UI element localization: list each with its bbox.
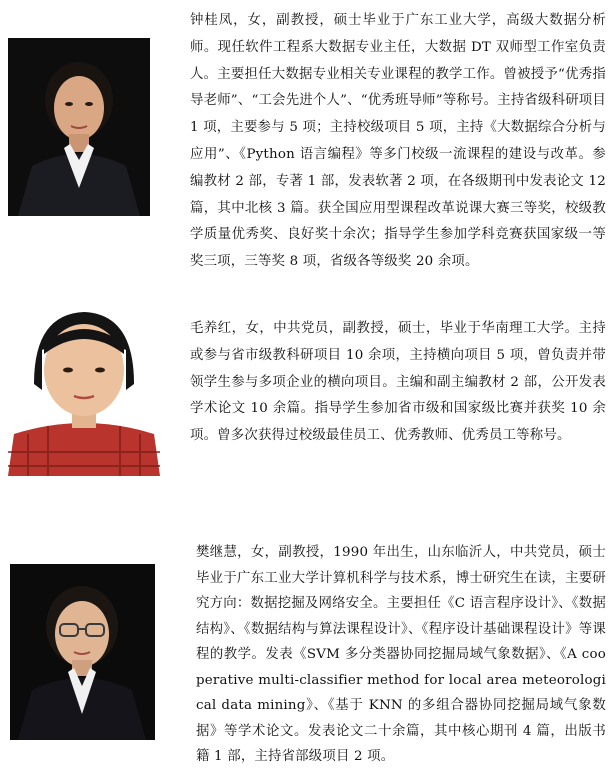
portrait-photo [8,294,160,476]
bio-text: 毛养红，女，中共党员，副教授，硕士，毕业于华南理工大学。主持或参与省市级教科研项目 10 余项，主持横向项目 5 项，曾负责并带领学生参与多项企业的横向项目。主编和副主编教材 2 部，公开发表学术论文 10 余篇。指导学生参加省市级和国家级比赛并获奖 10 余项。曾多次获得过校级最佳员工、优秀教师、优秀员工等称号。 [190,321,606,444]
profile-card-1 [0,0,613,270]
profile-card-2 [0,290,613,480]
profile-card-3 [0,540,613,763]
portrait-photo [8,38,150,216]
portrait-photo [10,564,155,740]
bio-text: 樊继慧，女，副教授，1990 年出生，山东临沂人，中共党员，硕士毕业于广东工业大学计算机科学与技术系，博士研究生在读，主要研究方向：数据挖掘及网络安全。主要担任《C 语言程序设计》、《数据结构》、《数据结构与算法课程设计》、《程序设计基础课程设计》等课程的教学。发表《SVM 多分类器协同挖掘局域气象数据》、《A cooperative multi-classifier method for local area meteorological data mining》、《基于 KNN 的多组合器协同挖掘局域气象数据》等学术论文。发表论文二十余篇，其中核心期刊 4 篇，出版书籍 1 部，主持省部级项目 2 项。 [196,545,606,764]
bio-text: 钟桂凤，女，副教授，硕士毕业于广东工业大学，高级大数据分析师。现任软件工程系大数据专业主任，大数据 DT 双师型工作室负责人。主要担任大数据专业相关专业课程的教学工作。曾被授予“优秀指导老师”、“工会先进个人”、“优秀班导师”等称号。主持省级科研项目 1 项，主要参与 5 项；主持校级项目 5 项，主持《大数据综合分析与应用”、《Python 语言编程》等多门校级一流课程的建设与改革。参编教材 2 部，专著 1 部，发表软著 2 项，在各级期刊中发表论文 12 篇，其中北核 3 篇。获全国应用型课程改革说课大赛三等奖，校级教学质量优秀奖、良好奖十余次；指导学生参加学科竞赛获国家级一等奖三项，三等奖 8 项，省级各等级奖 20 余项。 [190,13,606,270]
